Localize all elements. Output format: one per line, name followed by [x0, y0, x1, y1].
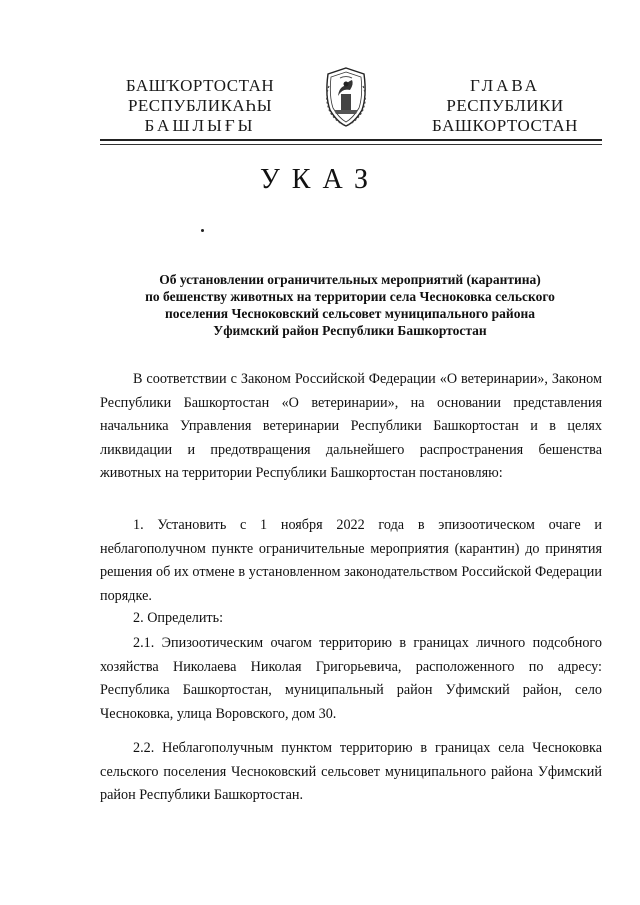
- header-divider-thick: [100, 139, 602, 141]
- paragraph-item-2-2: 2.2. Неблагополучным пунктом территорию в границах села Чесноковка сельского поселения Чесноковский сельсовет муниципального района Уфимский район Республики Башкортостан.: [100, 740, 602, 803]
- paragraph-item-1: 1. Установить с 1 ноября 2022 года в эпизоотическом очаге и неблагополучном пункте ограничительные мероприятия (карантин) до принятия решения об их отмене в установленном законодательством Российской Федерации порядке.: [100, 517, 602, 604]
- paragraph-item-2-1: 2.1. Эпизоотическим очагом территорию в границах личного подсобного хозяйства Николаева Николая Григорьевича, расположенного по адресу: Республика Башкортостан, муниципальный район Уфимский район, село Чесноковка, улица Воровского, дом 30.: [100, 635, 602, 722]
- header-divider-thin: [100, 144, 602, 145]
- coat-of-arms-icon: [320, 66, 372, 128]
- decree-title-line-3: поселения Чесноковский сельсовет муниципального района: [165, 306, 535, 321]
- header-left: [100, 76, 300, 136]
- paragraph-item-2: 2. Определить:: [133, 610, 224, 626]
- header-right-line-3: БАШКОРТОСТАН: [432, 116, 578, 135]
- paragraph-preamble: В соответствии с Законом Российской Федерации «О ветеринарии», Законом Республики Башкортостан «О ветеринарии», на основании представления начальника Управления ветеринарии Республики Башкортостан и в целях ликвидации и предотвращения дальнейшего распространения бешенства животных на территории Республики Башкортостан постановляю:: [100, 371, 602, 481]
- decree-title-line-2: по бешенству животных на территории села Чесноковка сельского: [145, 289, 555, 304]
- decree-title-line-1: Об установлении ограничительных мероприятий (карантина): [159, 272, 541, 287]
- decree-title-line-4: Уфимский район Республики Башкортостан: [213, 323, 487, 338]
- header-right-line-2: РЕСПУБЛИКИ: [446, 96, 564, 115]
- header-left-line-1: БАШҠОРТОСТАН: [125, 76, 275, 95]
- decree-title: [110, 271, 590, 339]
- scan-speck: [201, 229, 204, 232]
- document-type-title: УКАЗ: [259, 164, 381, 195]
- header-left-line-3: БАШЛЫҒЫ: [144, 116, 256, 135]
- header-left-line-2: РЕСПУБЛИКАҺЫ: [127, 96, 273, 115]
- header-right: [405, 76, 605, 136]
- header-right-line-1: ГЛАВА: [470, 76, 540, 95]
